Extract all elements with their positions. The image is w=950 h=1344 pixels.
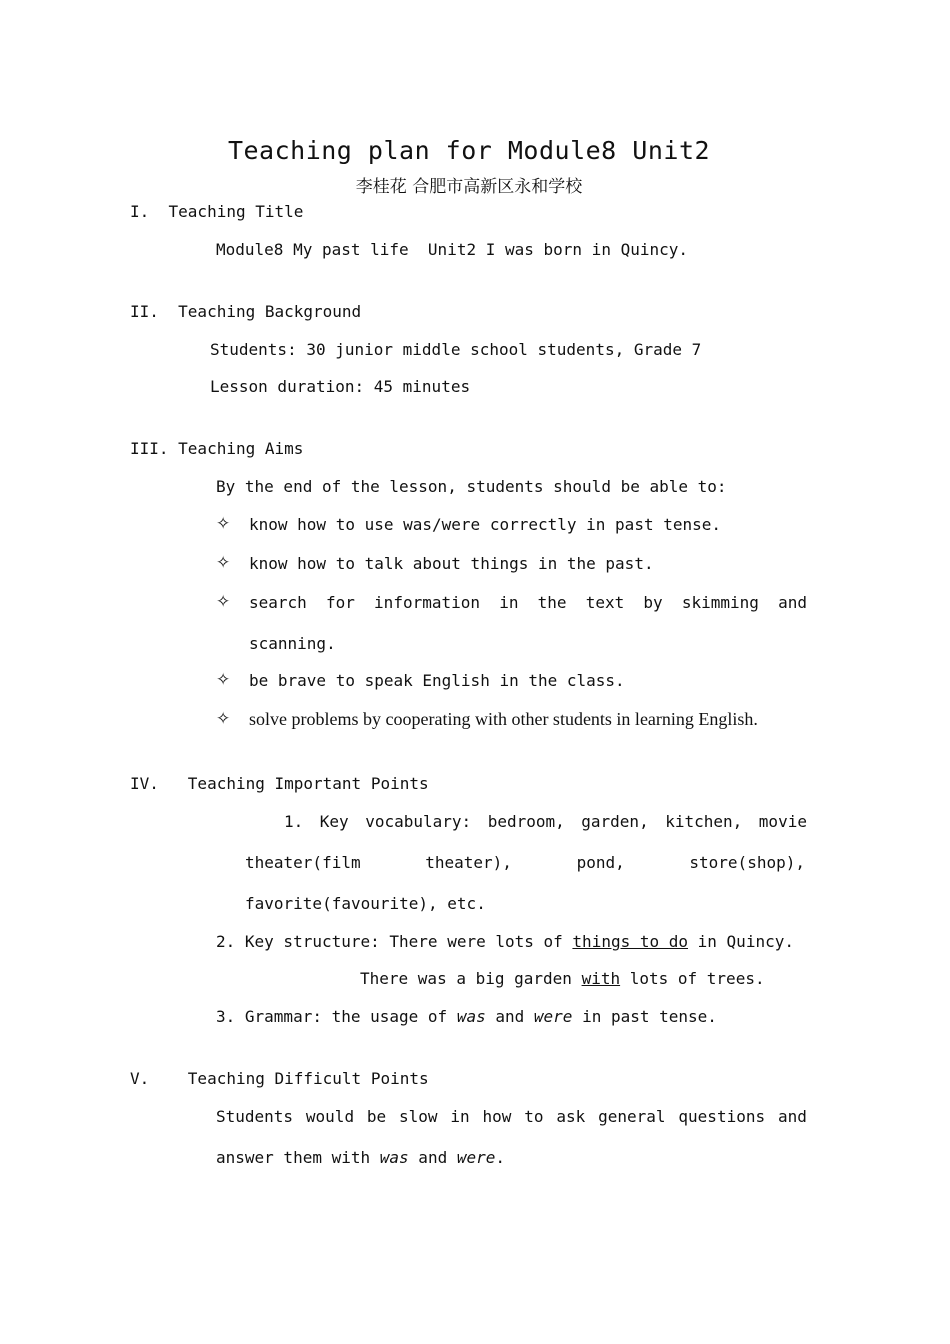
- point-1-line-1: [284, 812, 807, 832]
- underlined-word: with: [581, 969, 621, 988]
- document-title: Teaching plan for Module8 Unit2: [227, 136, 711, 165]
- bullet-star-icon: ✧: [216, 709, 231, 729]
- bullet-star-icon: ✧: [216, 553, 231, 573]
- word: movie: [758, 812, 807, 831]
- word: in: [499, 593, 519, 612]
- bullet-star-icon: ✧: [216, 514, 231, 534]
- text: in past tense.: [572, 1007, 717, 1026]
- word: in: [450, 1107, 470, 1126]
- underlined-phrase: things to do: [572, 932, 689, 951]
- aim-1: know how to use was/were correctly in past tense.: [249, 515, 722, 534]
- point-1-line-2: [245, 853, 805, 873]
- bullet-star-icon: ✧: [216, 592, 231, 612]
- aim-4: be brave to speak English in the class.: [249, 671, 625, 690]
- word: text: [585, 593, 625, 612]
- word: for: [325, 593, 355, 612]
- text: lots of trees.: [620, 969, 765, 988]
- word: by: [643, 593, 663, 612]
- word: ask: [556, 1107, 586, 1126]
- aim-3-line: [249, 593, 807, 613]
- text: and: [408, 1148, 457, 1167]
- word: general: [598, 1107, 666, 1126]
- word: how: [482, 1107, 512, 1126]
- word: garden,: [581, 812, 649, 831]
- word: theater),: [425, 853, 512, 872]
- point-1-line-3: favorite(favourite), etc.: [245, 894, 486, 913]
- word: kitchen,: [665, 812, 743, 831]
- text: 2. Key structure: There were lots of: [216, 932, 573, 951]
- word: slow: [399, 1107, 438, 1126]
- italic-word: were: [533, 1007, 573, 1026]
- difficult-line-2: [216, 1148, 505, 1168]
- section-5-heading: V. Teaching Difficult Points: [130, 1069, 429, 1088]
- students-line: Students: 30 junior middle school students, Grade 7: [210, 340, 702, 359]
- word: Key: [319, 812, 349, 831]
- word: bedroom,: [487, 812, 565, 831]
- text: in Quincy.: [688, 932, 794, 951]
- section-4-heading: IV. Teaching Important Points: [130, 774, 429, 793]
- word: 1.: [284, 812, 304, 831]
- word: Students: [216, 1107, 294, 1126]
- text: 3. Grammar: the usage of: [216, 1007, 457, 1026]
- section-1-heading: I. Teaching Title: [130, 202, 304, 221]
- bullet-star-icon: ✧: [216, 670, 231, 690]
- section-3-heading: III. Teaching Aims: [130, 439, 304, 458]
- text: and: [485, 1007, 534, 1026]
- point-3-line: [216, 1007, 717, 1027]
- word: be: [366, 1107, 387, 1126]
- word: store(shop),: [689, 853, 805, 872]
- word: search: [249, 593, 307, 612]
- author-line: 李桂花 合肥市高新区永和学校: [355, 177, 583, 197]
- section-1-line: Module8 My past life Unit2 I was born in Quincy.: [216, 240, 689, 259]
- word: information: [374, 593, 481, 612]
- word: and: [778, 593, 807, 612]
- point-2-line-1: [216, 932, 794, 952]
- aim-2: know how to talk about things in the past.: [249, 554, 654, 573]
- italic-word: was: [379, 1148, 409, 1167]
- duration-line: Lesson duration: 45 minutes: [210, 377, 471, 396]
- word: theater(film: [245, 853, 361, 872]
- word: questions: [678, 1107, 766, 1126]
- word: skimming: [681, 593, 759, 612]
- italic-word: was: [456, 1007, 486, 1026]
- text: .: [495, 1148, 506, 1167]
- aim-5: solve problems by cooperating with other students in learning English.: [249, 709, 758, 729]
- word: to: [524, 1107, 544, 1126]
- italic-word: were: [456, 1148, 496, 1167]
- section-2-heading: II. Teaching Background: [130, 302, 362, 321]
- text: answer them with: [216, 1148, 380, 1167]
- aims-intro: By the end of the lesson, students should be able to:: [216, 477, 727, 496]
- text: There was a big garden: [360, 969, 582, 988]
- word: pond,: [576, 853, 625, 872]
- point-2-line-2: [360, 969, 765, 989]
- difficult-line-1: [216, 1107, 807, 1127]
- word: vocabulary:: [365, 812, 472, 831]
- aim-3-cont: scanning.: [249, 634, 336, 653]
- word: the: [537, 593, 567, 612]
- word: and: [777, 1107, 807, 1126]
- word: would: [305, 1107, 355, 1126]
